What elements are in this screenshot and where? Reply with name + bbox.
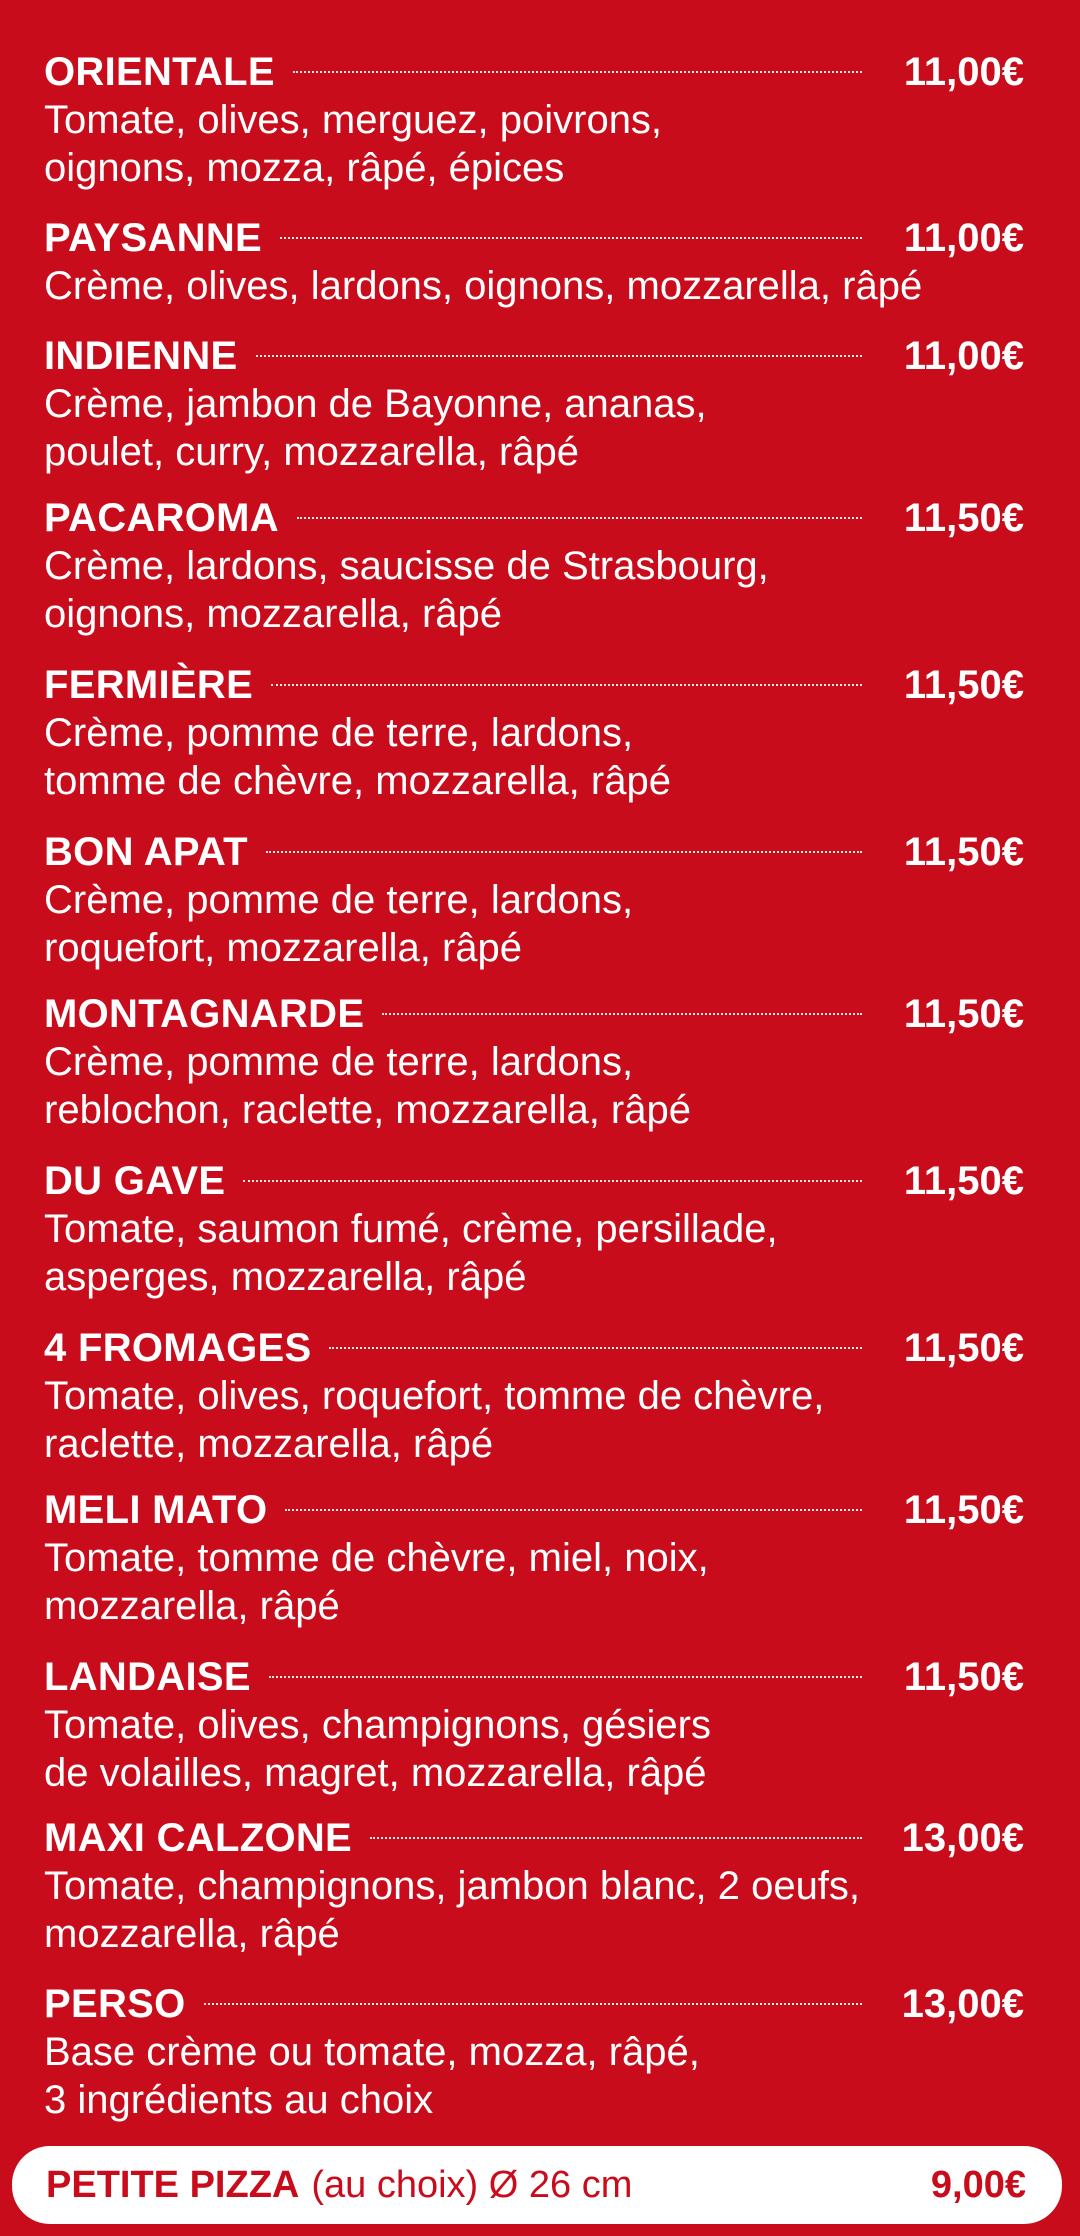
item-description: Tomate, olives, champignons, gésiers de volailles, magret, mozzarella, râpé: [44, 1703, 711, 1795]
dot-leader: [243, 1180, 862, 1182]
petite-pizza-banner: [12, 2146, 1062, 2224]
item-name: FERMIÈRE: [44, 663, 254, 707]
menu-item-paysanne: [44, 212, 1024, 310]
menu-item-indienne: [44, 330, 1024, 476]
menu-item-pacaroma: [44, 492, 1024, 638]
menu-item-bon-apat: [44, 826, 1024, 972]
item-name: MELI MATO: [44, 1488, 268, 1532]
dot-leader: [204, 2003, 862, 2005]
item-price: 11,00€: [903, 334, 1024, 378]
dot-leader: [285, 1509, 862, 1511]
item-description: Tomate, olives, roquefort, tomme de chèvre, raclette, mozzarella, râpé: [44, 1374, 825, 1466]
item-name: MONTAGNARDE: [44, 992, 365, 1036]
menu-item-perso: [44, 1978, 1024, 2124]
item-name: LANDAISE: [44, 1655, 251, 1699]
item-description: Crème, lardons, saucisse de Strasbourg, oignons, mozzarella, râpé: [44, 544, 769, 636]
dot-leader: [269, 1676, 862, 1678]
item-price: 11,50€: [903, 1159, 1024, 1203]
item-price: 11,50€: [903, 1488, 1024, 1532]
dot-leader: [256, 355, 862, 357]
item-name: DU GAVE: [44, 1159, 226, 1203]
item-price: 11,50€: [903, 1655, 1024, 1699]
menu-item-maxi-calzone: [44, 1812, 1024, 1958]
menu-item-fermiere: [44, 659, 1024, 805]
menu-item-montagnarde: [44, 988, 1024, 1134]
footer-item-price: 9,00€: [930, 2163, 1026, 2206]
dot-leader: [329, 1347, 862, 1349]
item-name: INDIENNE: [44, 334, 238, 378]
dot-leader: [271, 684, 862, 686]
item-price: 11,00€: [903, 50, 1024, 94]
item-price: 11,50€: [903, 663, 1024, 707]
item-description: Crème, pomme de terre, lardons, roquefort, mozzarella, râpé: [44, 878, 634, 970]
item-name: PACAROMA: [44, 496, 279, 540]
item-description: Crème, pomme de terre, lardons, tomme de chèvre, mozzarella, râpé: [44, 711, 671, 803]
item-price: 11,50€: [903, 992, 1024, 1036]
dot-leader: [370, 1837, 862, 1839]
item-price: 13,00€: [901, 1982, 1024, 2026]
item-price: 11,50€: [903, 496, 1024, 540]
dot-leader: [297, 517, 862, 519]
item-name: PERSO: [44, 1982, 186, 2026]
dot-leader: [293, 71, 862, 73]
item-name: ORIENTALE: [44, 50, 275, 94]
item-description: Tomate, olives, merguez, poivrons, oignons, mozza, râpé, épices: [44, 98, 663, 190]
item-description: Tomate, saumon fumé, crème, persillade, asperges, mozzarella, râpé: [44, 1207, 778, 1299]
item-price: 11,00€: [903, 216, 1024, 260]
item-description: Tomate, champignons, jambon blanc, 2 oeufs, mozzarella, râpé: [44, 1864, 861, 1956]
menu-item-du-gave: [44, 1155, 1024, 1301]
dot-leader: [382, 1013, 862, 1015]
menu-item-meli-mato: [44, 1484, 1024, 1630]
item-description: Crème, olives, lardons, oignons, mozzarella, râpé: [44, 264, 923, 308]
menu-item-orientale: [44, 46, 1024, 192]
footer-item-note: (au choix) Ø 26 cm: [311, 2163, 633, 2206]
item-price: 11,50€: [903, 830, 1024, 874]
menu-item-landaise: [44, 1651, 1024, 1797]
item-name: BON APAT: [44, 830, 248, 874]
item-description: Crème, pomme de terre, lardons, reblochon, raclette, mozzarella, râpé: [44, 1040, 691, 1132]
item-price: 11,50€: [903, 1326, 1024, 1370]
item-name: 4 FROMAGES: [44, 1326, 312, 1370]
item-name: MAXI CALZONE: [44, 1816, 353, 1860]
footer-item-name: PETITE PIZZA: [46, 2163, 300, 2206]
item-description: Tomate, tomme de chèvre, miel, noix, mozzarella, râpé: [44, 1536, 709, 1628]
dot-leader: [266, 851, 862, 853]
item-price: 13,00€: [901, 1816, 1024, 1860]
item-description: Base crème ou tomate, mozza, râpé, 3 ingrédients au choix: [44, 2030, 700, 2122]
menu-item-4-fromages: [44, 1322, 1024, 1468]
item-description: Crème, jambon de Bayonne, ananas, poulet, curry, mozzarella, râpé: [44, 382, 707, 474]
dot-leader: [280, 237, 862, 239]
item-name: PAYSANNE: [44, 216, 263, 260]
